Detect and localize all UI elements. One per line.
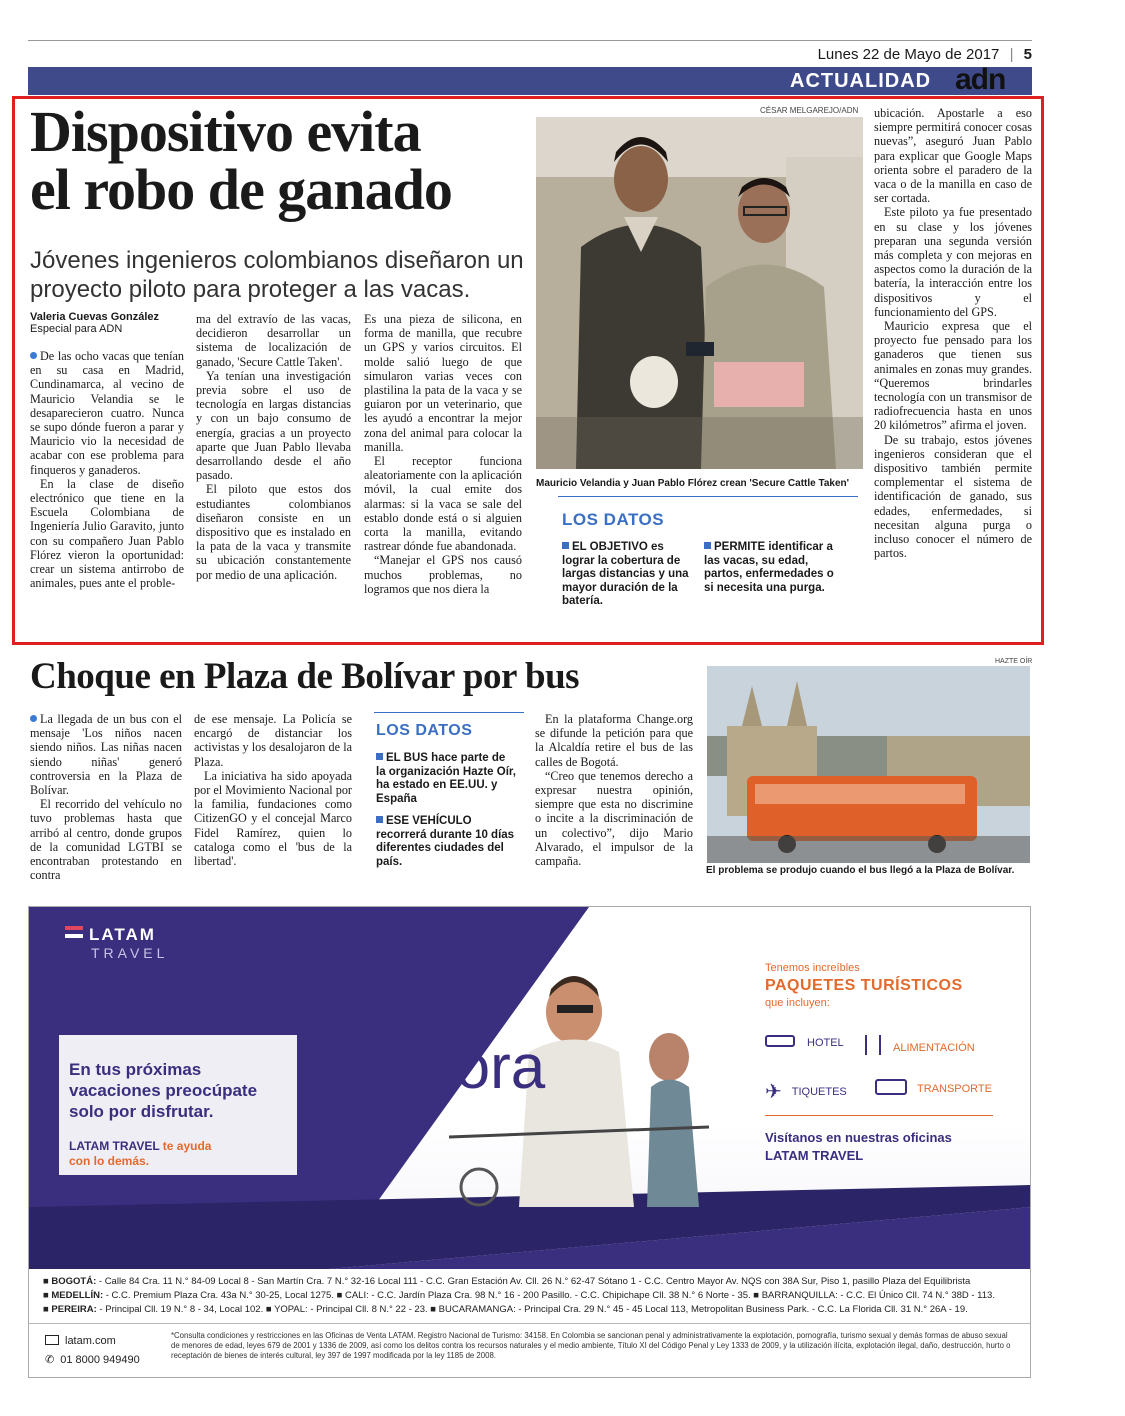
latam-logo-icon (65, 926, 83, 938)
story2-column-1 (30, 712, 182, 882)
paragraph: De su trabajo, estos jóvenes ingenieros consideran que el dispositivo también permite complementar el sistema de identificación de ganado, sus edades, enfermedades, si necesitan alguna purga o incluso conocer el número de partos. (874, 432, 1032, 561)
story2-photo (707, 666, 1030, 863)
ad-promo-sub: LATAM TRAVEL te ayuda con lo demás. (69, 1139, 212, 1168)
story-column-3 (364, 312, 522, 596)
issue-date: Lunes 22 de Mayo de 2017 (817, 46, 1000, 63)
plane-icon: ✈ (765, 1081, 782, 1103)
bullet-icon (30, 715, 37, 722)
laptop-icon (45, 1335, 59, 1345)
ad-footer-rule (29, 1323, 1031, 1324)
paragraph: “Creo que tenemos derecho a expresar nuestra opinión, siempre que esta no discrimine o incite a la discriminación de un colectivo”, dijo Mario Alvarado, el impulsor de la campaña. (535, 768, 693, 869)
datos-rule (374, 712, 524, 713)
story2-headline: Choque en Plaza de Bolívar por bus (30, 656, 580, 697)
square-bullet-icon (376, 753, 383, 760)
paragraph: De las ocho vacas que tenían en su casa en Madrid, Cundinamarca, al vecino de Mauricio Velandia se le desaparecieron cuatro. Nunca se supo dónde fueron a parar y Mauricio vio la necesidad de acabar con ese problema para finqueros y ganaderos. (30, 349, 184, 477)
story-headline (30, 99, 550, 222)
ad-promo-text: En tus próximas vacaciones preocúpate solo por disfrutar. (69, 1060, 258, 1121)
square-bullet-icon (376, 816, 383, 823)
story2-column-2 (194, 712, 352, 868)
offer-title: PAQUETES TURÍSTICOS (765, 977, 963, 994)
story-column-4 (874, 106, 1032, 561)
latam-travel-label: TRAVEL (91, 945, 169, 961)
ad-hero-word: Explora (335, 1033, 546, 1102)
datos-item-permite: PERMITE identificar a las vacas, su edad, partos, enfermedades o si necesita una purga. (704, 541, 834, 594)
datos-rule (558, 496, 858, 497)
ad-legal: *Consulta condiciones y restricciones en las Oficinas de Venta LATAM. Registro Nacional de Turismo: 34158. En Colombia se sancionan penal y administrativamente la explotación, pornografía, turismo sexual y demás formas de abuso sexual de menores de edad, leyes 679 de 2001 y 1336 de 2009, así como los delitos contra los recursos naturales y el medio ambiente, Título XI del Código Penal y Ley 1333 de 2009, y la utilización ilícita, explotación ilegal, daño, destrucción, hurto o receptación de bienes de interés cultural, ley 397 de 1997 modificada por la ley 1185 de 2008. (171, 1331, 1011, 1360)
byline-author: Valeria Cuevas González (30, 311, 160, 323)
paragraph: En la plataforma Change.org se difunde la petición para que la Alcaldía retire el bus de las calles de Bogotá. (535, 712, 693, 769)
offer-sub: que incluyen: (765, 997, 830, 1009)
feature-food: ALIMENTACIÓN (865, 1035, 975, 1055)
ad-web[interactable]: latam.com (45, 1335, 116, 1347)
bus-icon (875, 1079, 907, 1095)
headline-line-2: el robo de ganado (30, 157, 452, 222)
paragraph: ma del extravío de las vacas, decidieron desarrollar un sistema de localización de ganado, 'Secure Cattle Taken'. (196, 312, 351, 369)
datos-title: LOS DATOS (562, 510, 665, 529)
cutlery-icon (865, 1035, 881, 1055)
top-rule (28, 40, 1032, 41)
story-subheadline: Jóvenes ingenieros colombianos diseñaron un proyecto piloto para proteger a las vacas. (30, 247, 524, 303)
latam-ad (28, 906, 1031, 1378)
photo2-credit: HAZTE OÍR (995, 658, 1033, 665)
paragraph: “Manejar el GPS nos causó muchos problemas, no logramos que nos diera la (364, 553, 522, 596)
paragraph: El receptor funciona aleatoriamente con la aplicación móvil, la cual emite dos alarmas: si la vaca se sale del establo donde está o si alguien corta la manilla, evitando rastrear dónde fue abandonada. (364, 454, 522, 554)
photo-credit: CÉSAR MELGAREJO/ADN (760, 106, 859, 115)
paragraph: de ese mensaje. La Policía se encargó de distanciar los activistas y los desalojaron de la Plaza. (194, 712, 352, 769)
ad-phone[interactable]: ✆ 01 8000 949490 (45, 1354, 140, 1366)
paragraph: Este piloto ya fue presentado en su clase y los jóvenes preparan una segunda versión más completa y con mejoras en aspectos como la duración de la batería, la interacción entre los dispositivos y el funcionamiento del GPS. (874, 205, 1032, 319)
paragraph: En la clase de diseño electrónico que tiene en la Escuela Colombiana de Ingeniería Julio Garavito, junto con su compañero Juan Pablo Flórez vieron la oportunidad: crear un sistema antirrobo de animales, pues ante el proble- (30, 476, 184, 591)
paragraph: La llegada de un bus con el mensaje 'Los niños nacen siendo niños. Las niñas nacen siendo niñas' generó controversia en la Plaza de Bolívar. (30, 712, 182, 798)
square-bullet-icon (704, 542, 711, 549)
paragraph: El piloto que estos dos estudiantes colombianos diseñaron consiste en un dispositivo que es instalado en la pata de la vaca y transmite su ubicación constantemente por medio de una aplicación. (196, 482, 351, 582)
story2-column-4 (535, 712, 693, 868)
paragraph: Es una pieza de silicona, en forma de manilla, que recubre un GPS y varios circuitos. El molde salió luego de que simularon varias veces con plastilina la pata de la vaca y se guiaron por un veterinario, que les ayudó a encontrar la mejor zona del animal para colocar la manilla. (364, 312, 522, 454)
visit-offices: Visítanos en nuestras oficinas LATAM TRAVEL (765, 1130, 952, 1163)
latam-logo: LATAM TRAVEL (65, 925, 168, 961)
photo2-caption: El problema se produjo cuando el bus llegó a la Plaza de Bolívar. (706, 865, 1015, 876)
datos-item-objective: EL OBJETIVO es lograr la cobertura de largas distancias y una mayor duración de la batería. (562, 541, 689, 607)
datos-item-vehicle: ESE VEHÍCULO recorrerá durante 10 días diferentes ciudades del país. (376, 815, 515, 868)
bed-icon (765, 1035, 795, 1047)
offer-divider (765, 1115, 993, 1116)
photo2-illustration (707, 666, 1030, 863)
phone-icon: ✆ (45, 1354, 55, 1366)
paragraph: La iniciativa ha sido apoyada por el Movimiento Nacional por la familia, fundaciones como CitizenGO y el concejal Marco Fidel Ramírez, quien lo cataloga como el 'bus de la libertad'. (194, 768, 352, 869)
feature-hotel: HOTEL (765, 1035, 844, 1049)
story-photo (536, 117, 863, 469)
ad-offices-list: ■ BOGOTÁ: - Calle 84 Cra. 11 N.° 84-09 Local 8 - San Martín Cra. 7 N.° 32-16 Local 111 - C.C. Gran Estación Av. Cll. 26 N.° 62-47 Sótano 1 - C.C. Centro Mayor Av. NQS con 38A Sur, Piso 1, pasillo Plaza del Equilibrista ■ MEDELLÍN: - C.C. Premium Plaza Cra. 43a N.° 30-25, Local 1275. ■ CALI: - C.C. Jardín Plaza Cra. 98 N.° 16 - 200 Pasillo. - C.C. Chipichape Cll. 38 N.° 6 Norte - 35. ■ BARRANQUILLA: - C.C. El Único Cll. 74 N.° 38D - 113. ■ PEREIRA: - Principal Cll. 19 N.° 8 - 34, Local 102. ■ YOPAL: - Principal Cll. 8 N.° 22 - 23. ■ BUCARAMANGA: - Principal Cra. 29 N.° 45 - 45 Local 113, Metropolitan Business Park. - C.C. La Florida Cll. 31 N.° 26A - 19. (43, 1276, 995, 1315)
feature-transport: TRANSPORTE (875, 1079, 992, 1095)
brand-logo: adn (955, 63, 1006, 96)
paragraph: ubicación. Apostarle a eso siempre permitirá conocer cosas nuevas”, aseguró Juan Pablo para explicar que Google Maps orienta sobre el paradero de la vaca o de la manilla en caso de ser cortada. (874, 106, 1032, 206)
headline-line-1: Dispositivo evita (30, 99, 421, 164)
datos-item-bus: EL BUS hace parte de la organización Hazte Oír, ha estado en EE.UU. y España (376, 752, 516, 805)
date-line: Lunes 22 de Mayo de 2017 | 5 (817, 46, 1032, 63)
feature-tickets: ✈ TIQUETES (765, 1081, 847, 1103)
photo-caption: Mauricio Velandia y Juan Pablo Flórez crean 'Secure Cattle Taken' (536, 478, 850, 489)
paragraph: El recorrido del vehículo no tuvo problemas hasta que arribó al centro, donde grupos de la comunidad LGTBI se encontraban protestando en contra (30, 797, 182, 883)
offer-intro: Tenemos increíbles (765, 962, 860, 974)
photo-illustration (536, 117, 863, 469)
paragraph: Ya tenían una investigación previa sobre el uso de tecnología en largas distancias y con un bajo consumo de energía, gracias a un proyecto aparte que Juan Pablo llevaba desarrollando desde el año pasado. (196, 368, 351, 483)
story-column-2 (196, 312, 351, 582)
paragraph: Mauricio expresa que el proyecto fue pensado para los ganaderos que tienen sus animales en zonas muy grandes. “Queremos brindarles tecnología con un transmisor de radiofrecuencia hasta en unos 20 kilómetros” afirma el joven. (874, 319, 1032, 433)
datos-title: LOS DATOS (376, 722, 473, 739)
square-bullet-icon (562, 542, 569, 549)
section-label: ACTUALIDAD (790, 70, 932, 92)
bullet-icon (30, 352, 37, 359)
story-column-1 (30, 349, 184, 590)
page-number: 5 (1023, 46, 1032, 63)
byline-role: Especial para ADN (30, 323, 123, 335)
